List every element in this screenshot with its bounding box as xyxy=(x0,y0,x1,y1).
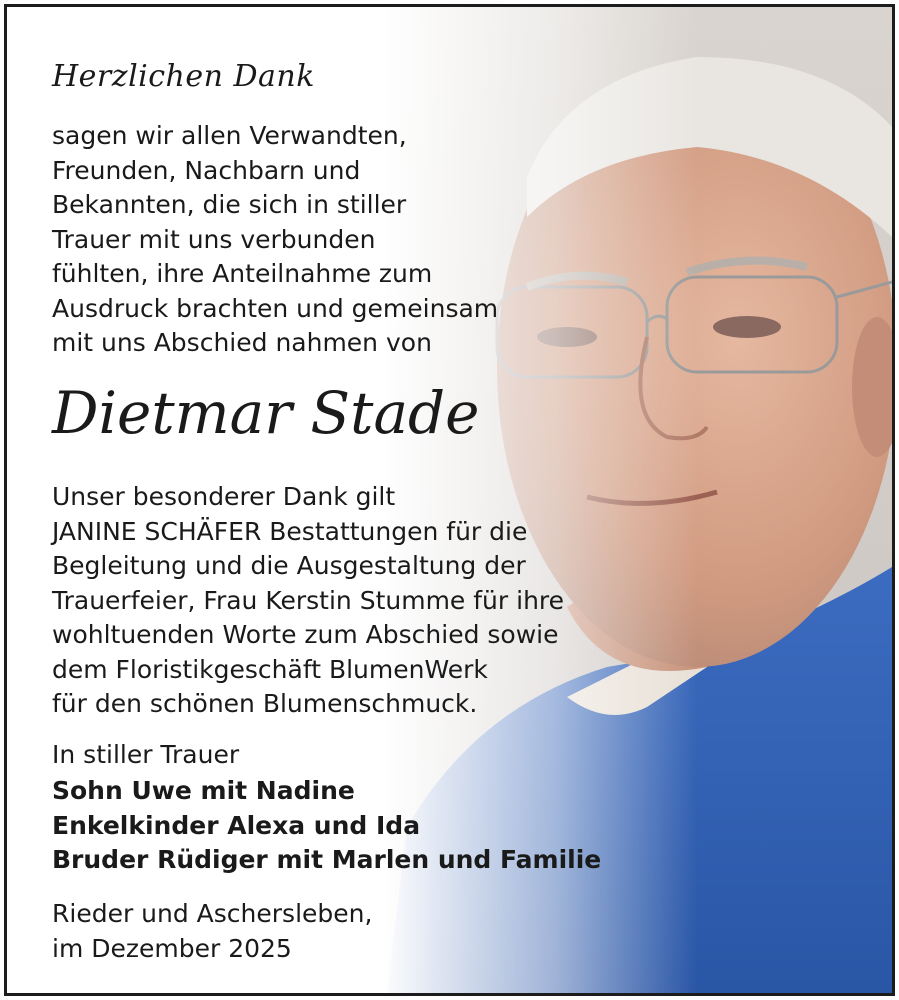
text-line: mit uns Abschied nahmen von xyxy=(52,328,432,357)
text-line: Freunden, Nachbarn und xyxy=(52,155,361,185)
text-line: Trauerfeier, Frau Kerstin Stumme für ihre xyxy=(52,585,565,615)
family-line: Enkelkinder Alexa und Ida xyxy=(52,810,421,840)
intro-text xyxy=(52,119,498,361)
family-line: Sohn Uwe mit Nadine xyxy=(52,776,355,805)
text-line: wohltuenden Worte zum Abschied sowie xyxy=(52,620,559,649)
text-line: dem Floristikgeschäft BlumenWerk xyxy=(52,654,488,684)
mourning-label: In stiller Trauer xyxy=(52,740,240,769)
text-line: sagen wir allen Verwandten, xyxy=(52,121,407,150)
text-line: Unser besonderer Dank gilt xyxy=(52,482,396,511)
text-line: Begleitung und die Ausgestaltung der xyxy=(52,551,526,580)
text-line: Bekannten, die sich in stiller xyxy=(52,190,407,219)
place-date xyxy=(52,897,372,966)
text-line: Trauer mit uns verbunden xyxy=(52,224,376,254)
thanks-text xyxy=(52,480,564,722)
obituary-card xyxy=(4,4,895,996)
date-line: im Dezember 2025 xyxy=(52,933,292,963)
family-list xyxy=(52,774,601,878)
text-line: Ausdruck brachten und gemeinsam xyxy=(52,293,499,323)
text-line: für den schönen Blumenschmuck. xyxy=(52,689,478,718)
deceased-name: Dietmar Stade xyxy=(52,379,480,447)
heading: Herzlichen Dank xyxy=(52,59,315,94)
place-line: Rieder und Aschersleben, xyxy=(52,899,373,928)
family-line: Bruder Rüdiger mit Marlen und Familie xyxy=(52,845,602,874)
text-line: fühlten, ihre Anteilnahme zum xyxy=(52,259,433,288)
text-line: JANINE SCHÄFER Bestattungen für die xyxy=(52,516,528,546)
